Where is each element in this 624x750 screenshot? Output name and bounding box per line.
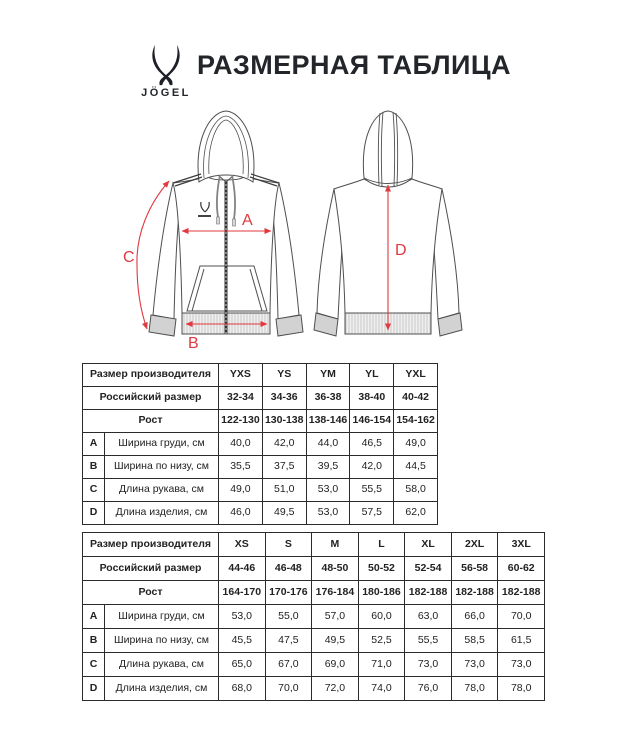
header-value-cell: XS [219, 533, 266, 557]
measure-row [83, 479, 438, 502]
measure-value-cell: 65,0 [219, 653, 266, 677]
measure-row [83, 502, 438, 525]
measure-value-cell: 47,5 [265, 629, 312, 653]
measure-value-cell: 67,0 [265, 653, 312, 677]
header-value-cell: YM [306, 364, 350, 387]
measure-value-cell: 45,5 [219, 629, 266, 653]
measure-value-cell: 74,0 [358, 677, 405, 701]
header-row [83, 533, 545, 557]
header-value-cell: 146-154 [350, 410, 394, 433]
measure-value-cell: 78,0 [451, 677, 498, 701]
measure-name-cell: Длина изделия, см [105, 502, 219, 525]
header-row [83, 557, 545, 581]
measure-name-cell: Длина рукава, см [105, 653, 219, 677]
measure-row [83, 605, 545, 629]
measure-value-cell: 42,0 [350, 456, 394, 479]
measure-value-cell: 63,0 [405, 605, 452, 629]
measure-row [83, 677, 545, 701]
measure-value-cell: 57,5 [350, 502, 394, 525]
header-value-cell: 60-62 [498, 557, 545, 581]
header-value-cell: 50-52 [358, 557, 405, 581]
measure-value-cell: 58,5 [451, 629, 498, 653]
measure-value-cell: 39,5 [306, 456, 350, 479]
measure-c-label: C [123, 249, 135, 266]
measure-value-cell: 70,0 [498, 605, 545, 629]
header-value-cell: 3XL [498, 533, 545, 557]
header-value-cell: 46-48 [265, 557, 312, 581]
measure-letter-cell: A [83, 605, 105, 629]
measure-value-cell: 52,5 [358, 629, 405, 653]
header-row [83, 387, 438, 410]
header-label-cell: Размер производителя [83, 364, 219, 387]
measure-value-cell: 68,0 [219, 677, 266, 701]
header-value-cell: 130-138 [262, 410, 306, 433]
measure-value-cell: 78,0 [498, 677, 545, 701]
measure-value-cell: 44,5 [394, 456, 438, 479]
measure-d-label: D [395, 242, 407, 259]
size-table-adult [82, 532, 545, 701]
measure-value-cell: 55,5 [350, 479, 394, 502]
measure-value-cell: 55,0 [265, 605, 312, 629]
header-value-cell: 34-36 [262, 387, 306, 410]
hoodie-front-diagram [120, 105, 312, 350]
header-label-cell: Рост [83, 410, 219, 433]
header-value-cell: 36-38 [306, 387, 350, 410]
measure-value-cell: 73,0 [405, 653, 452, 677]
measure-value-cell: 60,0 [358, 605, 405, 629]
measure-letter-cell: C [83, 479, 105, 502]
measure-value-cell: 71,0 [358, 653, 405, 677]
measure-value-cell: 51,0 [262, 479, 306, 502]
back-hood [363, 111, 412, 187]
measure-value-cell: 73,0 [498, 653, 545, 677]
measure-value-cell: 53,0 [306, 502, 350, 525]
measure-letter-cell: D [83, 502, 105, 525]
header-value-cell: 122-130 [219, 410, 263, 433]
header-value-cell: YXS [219, 364, 263, 387]
brand-logo [136, 44, 196, 99]
measure-value-cell: 55,5 [405, 629, 452, 653]
measure-name-cell: Длина изделия, см [105, 677, 219, 701]
header-value-cell: 182-188 [498, 581, 545, 605]
header-row [83, 581, 545, 605]
measure-letter-cell: A [83, 433, 105, 456]
measure-a-label: A [242, 212, 253, 229]
measure-value-cell: 49,5 [262, 502, 306, 525]
header-value-cell: 154-162 [394, 410, 438, 433]
page-title: РАЗМЕРНАЯ ТАБЛИЦА [197, 50, 511, 80]
header-row [83, 364, 438, 387]
header-label-cell: Размер производителя [83, 533, 219, 557]
header-value-cell: S [265, 533, 312, 557]
brand-wordmark: JÖGEL [141, 87, 191, 99]
measure-value-cell: 49,5 [312, 629, 359, 653]
header-value-cell: YXL [394, 364, 438, 387]
hoodie-back-diagram [312, 105, 472, 350]
measure-letter-cell: C [83, 653, 105, 677]
header-label-cell: Российский размер [83, 387, 219, 410]
measure-row [83, 629, 545, 653]
measure-row [83, 653, 545, 677]
measure-value-cell: 76,0 [405, 677, 452, 701]
measure-value-cell: 70,0 [265, 677, 312, 701]
measure-letter-cell: D [83, 677, 105, 701]
size-table-youth [82, 363, 438, 525]
front-hood [198, 111, 254, 182]
measure-value-cell: 40,0 [219, 433, 263, 456]
header-row [83, 410, 438, 433]
header-value-cell: 40-42 [394, 387, 438, 410]
measure-row [83, 433, 438, 456]
header-value-cell: 164-170 [219, 581, 266, 605]
header-value-cell: M [312, 533, 359, 557]
measure-value-cell: 46,5 [350, 433, 394, 456]
measure-letter-cell: B [83, 456, 105, 479]
header-value-cell: 180-186 [358, 581, 405, 605]
measure-name-cell: Ширина по низу, см [105, 456, 219, 479]
measure-value-cell: 53,0 [219, 605, 266, 629]
measure-value-cell: 46,0 [219, 502, 263, 525]
header-label-cell: Российский размер [83, 557, 219, 581]
measure-value-cell: 66,0 [451, 605, 498, 629]
measure-value-cell: 49,0 [219, 479, 263, 502]
header-value-cell: 138-146 [306, 410, 350, 433]
measure-letter-cell: B [83, 629, 105, 653]
header-label-cell: Рост [83, 581, 219, 605]
measure-value-cell: 53,0 [306, 479, 350, 502]
header-value-cell: 56-58 [451, 557, 498, 581]
measure-value-cell: 72,0 [312, 677, 359, 701]
header-value-cell: 176-184 [312, 581, 359, 605]
measure-row [83, 456, 438, 479]
measure-value-cell: 37,5 [262, 456, 306, 479]
header-value-cell: 182-188 [451, 581, 498, 605]
header-value-cell: L [358, 533, 405, 557]
measure-name-cell: Длина рукава, см [105, 479, 219, 502]
measure-value-cell: 35,5 [219, 456, 263, 479]
header-value-cell: XL [405, 533, 452, 557]
header-value-cell: 44-46 [219, 557, 266, 581]
measure-value-cell: 61,5 [498, 629, 545, 653]
measure-value-cell: 49,0 [394, 433, 438, 456]
header-value-cell: YS [262, 364, 306, 387]
header-value-cell: 48-50 [312, 557, 359, 581]
header-value-cell: 52-54 [405, 557, 452, 581]
header-value-cell: 2XL [451, 533, 498, 557]
measure-value-cell: 57,0 [312, 605, 359, 629]
measure-value-cell: 58,0 [394, 479, 438, 502]
measure-value-cell: 62,0 [394, 502, 438, 525]
jogel-horns-icon [144, 44, 188, 86]
measure-value-cell: 42,0 [262, 433, 306, 456]
measure-name-cell: Ширина груди, см [105, 605, 219, 629]
measure-value-cell: 69,0 [312, 653, 359, 677]
measure-value-cell: 44,0 [306, 433, 350, 456]
header-value-cell: 32-34 [219, 387, 263, 410]
header-value-cell: 170-176 [265, 581, 312, 605]
measure-b-label: B [188, 335, 199, 350]
measure-value-cell: 73,0 [451, 653, 498, 677]
header-value-cell: 182-188 [405, 581, 452, 605]
measure-name-cell: Ширина груди, см [105, 433, 219, 456]
header-value-cell: 38-40 [350, 387, 394, 410]
header-value-cell: YL [350, 364, 394, 387]
measure-name-cell: Ширина по низу, см [105, 629, 219, 653]
